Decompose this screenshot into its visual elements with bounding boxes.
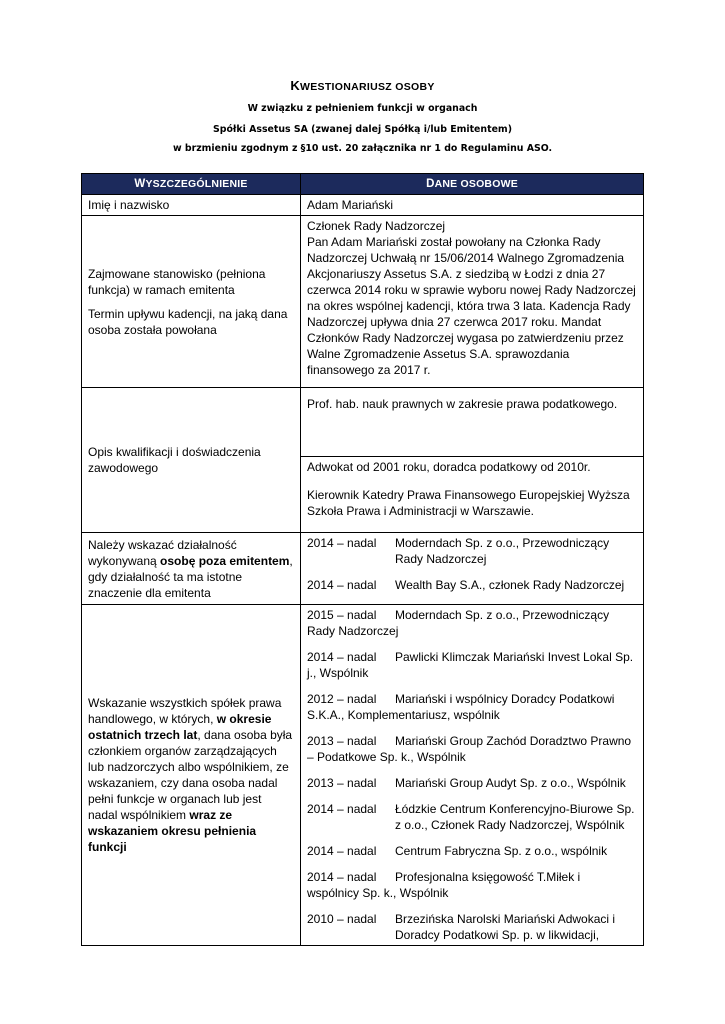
row-label-outside-activity: Należy wskazać działalność wykonywaną osobę poza emitentem, gdy działalność ta ma istotne znaczenie dla emitenta: [82, 533, 301, 605]
table-row: [82, 605, 644, 946]
row-value-qualifications: [301, 388, 644, 533]
entry-text: Pawlicki Klimczak Mariański Invest Lokal Sp.: [395, 650, 634, 664]
value-position: Członek Rady Nadzorczej: [307, 219, 446, 233]
entry-period: 2014 – nadal: [307, 802, 377, 816]
row-label-position: [82, 216, 301, 388]
row-value-position: [301, 216, 644, 388]
list-item: [307, 577, 637, 593]
table-header-row: [82, 174, 644, 195]
list-item: [307, 535, 637, 567]
list-item: [307, 607, 637, 639]
entry-continuation: Rady Nadzorczej: [307, 624, 399, 638]
list-item: [307, 733, 637, 765]
row-label-name: Imię i nazwisko: [82, 195, 301, 216]
questionnaire-table: [81, 173, 644, 946]
list-item: [307, 801, 637, 833]
col-header-personal-data: DANE OSOBOWE: [301, 174, 644, 195]
row-value-companies: [301, 605, 644, 946]
entry-period: 2012 – nadal: [307, 692, 377, 706]
list-item: [307, 775, 637, 791]
list-item: [307, 691, 637, 723]
table-row: [82, 533, 644, 605]
entry-period: 2014 – nadal: [307, 536, 377, 550]
entry-period: 2014 – nadal: [307, 870, 377, 884]
subtitle-line-3: w brzmieniu zgodnym z §10 ust. 20 załącznika nr 1 do Regulaminu ASO.: [172, 143, 553, 154]
entry-text: Łódzkie Centrum Konferencyjno-Biurowe Sp. z o.o., Członek Rady Nadzorczej, Wspólnik: [395, 802, 635, 832]
entry-text: Mariański i wspólnicy Doradcy Podatkowi: [395, 692, 615, 706]
col-header-specification: WYSZCZEGÓLNIENIE: [82, 174, 301, 195]
subtitle-line-1: W związku z pełnieniem funkcji w organach: [247, 103, 478, 114]
entry-period: 2013 – nadal: [307, 776, 377, 790]
entry-period: 2013 – nadal: [307, 734, 377, 748]
entry-period: 2014 – nadal: [307, 844, 377, 858]
label-position: Zajmowane stanowisko (pełniona funkcja) w ramach emitenta: [88, 266, 266, 297]
entry-text: Centrum Fabryczna Sp. z o.o., wspólnik: [395, 844, 608, 858]
entry-text: Moderndach Sp. z o.o., Przewodniczący: [395, 536, 610, 550]
entry-text: Mariański Group Audyt Sp. z o.o., Wspólnik: [395, 776, 626, 790]
entry-text: Brzezińska Narolski Mariański Adwokaci i Doradcy Podatkowi Sp. p. w likwidacji,: [395, 912, 616, 942]
subtitle-line-2: Spółki Assetus SA (zwanej dalej Spółką i/lub Emitentem): [213, 124, 512, 135]
value-experience: [301, 457, 643, 527]
entry-text: Wealth Bay S.A., członek Rady Nadzorczej: [395, 578, 625, 592]
entry-period: 2010 – nadal: [307, 912, 377, 926]
value-education: Prof. hab. nauk prawnych w zakresie prawa podatkowego.: [301, 388, 643, 457]
entry-period: 2014 – nadal: [307, 578, 377, 592]
entry-continuation: j., Wspólnik: [307, 666, 369, 680]
list-item: [307, 843, 637, 859]
list-item: [307, 649, 637, 681]
value-academic: Kierownik Katedry Prawa Finansowego Europejskiej Wyższa Szkoła Prawa i Administracji w Warszawie.: [307, 488, 630, 518]
entry-continuation: – Podatkowe Sp. k., Wspólnik: [307, 750, 466, 764]
row-label-companies: Wskazanie wszystkich spółek prawa handlowego, w których, w okresie ostatnich trzech lat, dana osoba była członkiem organów zarządzających lub nadzorczych albo wspólnikiem, ze wskazaniem, czy dana osoba nadal pełni funkcje w organach lub jest nadal wspólnikiem wraz ze wskazaniem okresu pełnienia funkcji: [82, 605, 301, 946]
table-row: [82, 388, 644, 533]
row-label-qualifications: Opis kwalifikacji i doświadczenia zawodowego: [82, 388, 301, 533]
entry-continuation: Rady Nadzorczej: [395, 552, 487, 566]
list-item: [307, 869, 637, 901]
table-row: [82, 216, 644, 388]
entry-text: Mariański Group Zachód Doradztwo Prawno: [395, 734, 632, 748]
entry-period: 2015 – nadal: [307, 608, 377, 622]
entry-period: 2014 – nadal: [307, 650, 377, 664]
label-term: Termin upływu kadencji, na jaką dana osoba została powołana: [88, 306, 288, 337]
table-row: [82, 195, 644, 216]
document-title: KWESTIONARIUSZ OSOBY: [290, 78, 435, 93]
row-value-name: Adam Mariański: [301, 195, 644, 216]
list-item: [307, 911, 637, 943]
entry-text: Profesjonalna księgowość T.Miłek i: [395, 870, 581, 884]
entry-continuation: S.K.A., Komplementariusz, wspólnik: [307, 708, 500, 722]
row-value-outside-activity: [301, 533, 644, 605]
value-term: Pan Adam Mariański został powołany na Członka Rady Nadzorczej Uchwałą nr 15/06/2014 Walnego Zgromadzenia Akcjonariuszy Assetus S.A. z siedzibą w Łodzi z dnia 27 czerwca 2014 roku w sprawie wyboru nowej Rady Nadzorczej na okres wspólnej kadencji, która trwa 3 lata. Kadencja Rady Nadzorczej upływa dnia 27 czerwca 2017 roku. Mandat Członków Rady Nadzorczej wygasa po zatwierdzeniu przez Walne Zgromadzenie Assetus S.A. sprawozdania finansowego za 2017 r.: [307, 235, 636, 377]
entry-continuation: wspólnicy Sp. k., Wspólnik: [307, 886, 449, 900]
value-profession: Adwokat od 2001 roku, doradca podatkowy od 2010r.: [307, 460, 591, 474]
entry-text: Moderndach Sp. z o.o., Przewodniczący: [395, 608, 610, 622]
